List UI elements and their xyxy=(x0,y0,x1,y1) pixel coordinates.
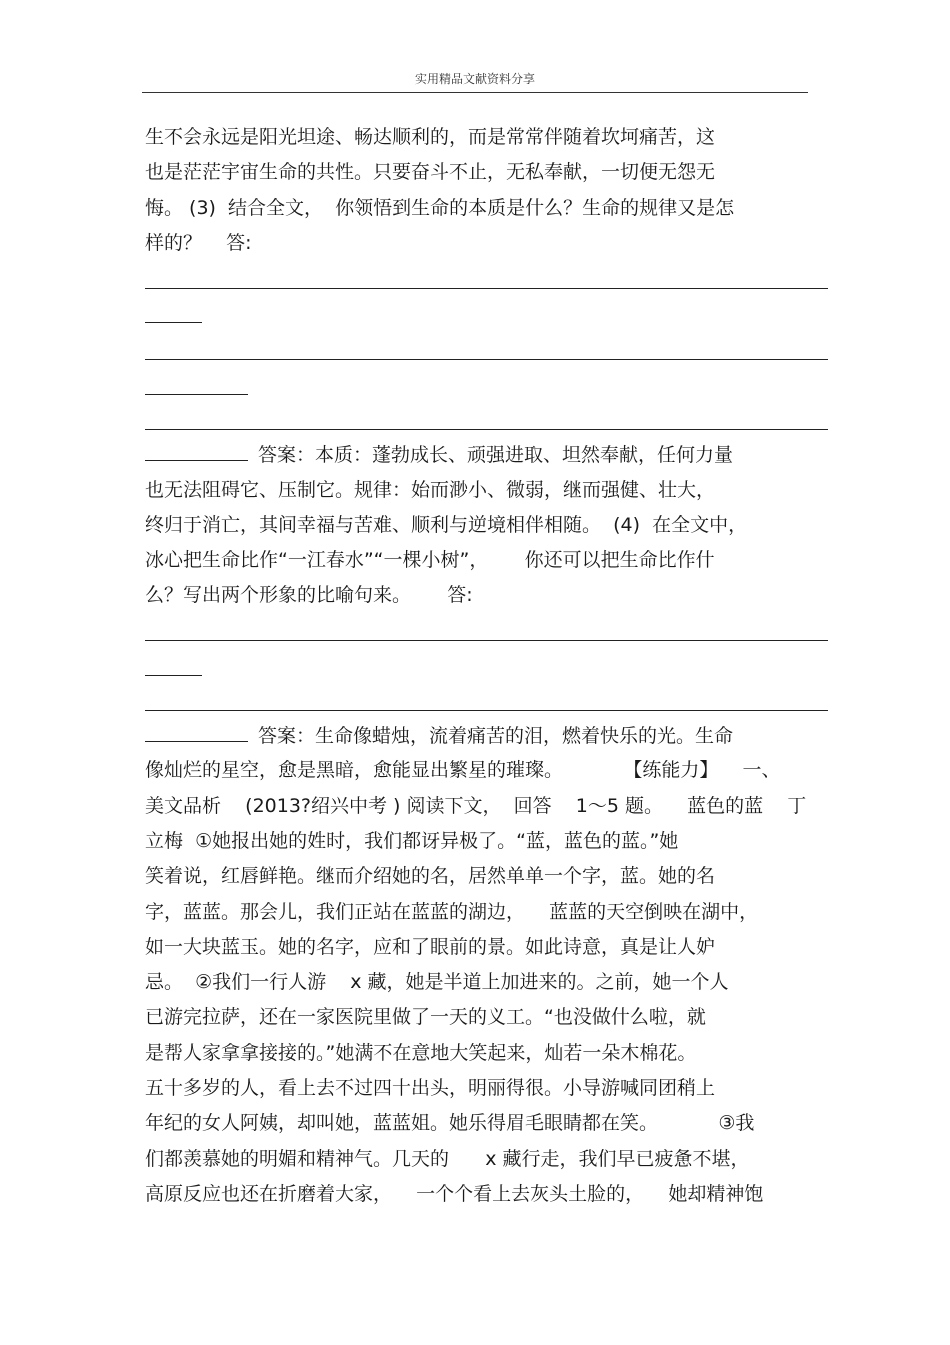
answer-blank-line xyxy=(145,288,828,289)
text-line: 冰心把生命比作“一江春水”“一棵小树”， 你还可以把生命比作什 xyxy=(145,549,715,571)
answer-blank-line xyxy=(145,710,828,711)
text-line: 也是茫茫宇宙生命的共性。只要奋斗不止，无私奉献，一切便无怨无 xyxy=(145,161,716,183)
text-line: 高原反应也还在折磨着大家， 一个个看上去灰头土脸的， 她却精神饱 xyxy=(145,1183,764,1205)
answer-blank-line xyxy=(145,429,828,430)
page-header: 实用精品文献资料分享 xyxy=(414,72,535,86)
text-line: 五十多岁的人，看上去不过四十出头，明丽得很。小导游喊同团稍上 xyxy=(145,1077,716,1099)
text-line: 生不会永远是阳光坦途、畅达顺利的，而是常常伴随着坎坷痛苦，这 xyxy=(145,126,716,148)
answer-blank-line xyxy=(145,675,202,676)
text-line: 悔。 (3) 结合全文， 你领悟到生命的本质是什么？生命的规律又是怎 xyxy=(145,197,735,219)
answer-line xyxy=(145,723,733,748)
answer-blank-line xyxy=(145,359,828,360)
answer-text: 答案：生命像蜡烛，流着痛苦的泪，燃着快乐的光。生命 xyxy=(258,725,734,747)
text-line: 忌。 ②我们一行人游 x 藏，她是半道上加进来的。之前，她一个人 xyxy=(145,971,729,993)
answer-blank-line xyxy=(145,442,248,461)
text-line: 么？写出两个形象的比喻句来。 答: xyxy=(145,584,473,606)
text-line: 是帮人家拿拿接接的。”她满不在意地大笑起来，灿若一朵木棉花。 xyxy=(145,1042,697,1064)
text-line: 年纪的女人阿姨，却叫她，蓝蓝姐。她乐得眉毛眼睛都在笑。 ③我 xyxy=(145,1112,755,1134)
text-line: 样的？ 答: xyxy=(145,232,252,254)
text-line: 也无法阻碍它、压制它。规律：始而渺小、微弱，继而强健、壮大， xyxy=(145,479,716,501)
text-line: 笑着说，红唇鲜艳。继而介绍她的名，居然单单一个字，蓝。她的名 xyxy=(145,865,716,887)
text-line: 终归于消亡，其间幸福与苦难、顺利与逆境相伴相随。 (4) 在全文中， xyxy=(145,514,748,536)
text-line: 们都羡慕她的明媚和精神气。几天的 x 藏行走，我们早已疲惫不堪， xyxy=(145,1148,750,1170)
answer-line xyxy=(145,442,733,467)
answer-blank-line xyxy=(145,723,248,742)
text-line: 像灿烂的星空，愈是黑暗，愈能显出繁星的璀璨。 【练能力】 一、 xyxy=(145,759,781,781)
text-line: 已游完拉萨，还在一家医院里做了一天的义工。“也没做什么啦，就 xyxy=(145,1006,706,1028)
text-line: 美文品析 (2013?绍兴中考 ) 阅读下文， 回答 1～5 题。 蓝色的蓝 丁 xyxy=(145,795,807,817)
answer-blank-line xyxy=(145,322,202,323)
text-line: 如一大块蓝玉。她的名字，应和了眼前的景。如此诗意，真是让人妒 xyxy=(145,936,716,958)
answer-text: 答案：本质：蓬勃成长、顽强进取、坦然奉献，任何力量 xyxy=(258,444,734,466)
text-line: 字，蓝蓝。那会儿，我们正站在蓝蓝的湖边， 蓝蓝的天空倒映在湖中， xyxy=(145,901,759,923)
text-line: 立梅 ①她报出她的姓时，我们都讶异极了。“蓝，蓝色的蓝。”她 xyxy=(145,830,679,852)
header-divider xyxy=(142,92,808,93)
answer-blank-line xyxy=(145,394,248,395)
answer-blank-line xyxy=(145,640,828,641)
